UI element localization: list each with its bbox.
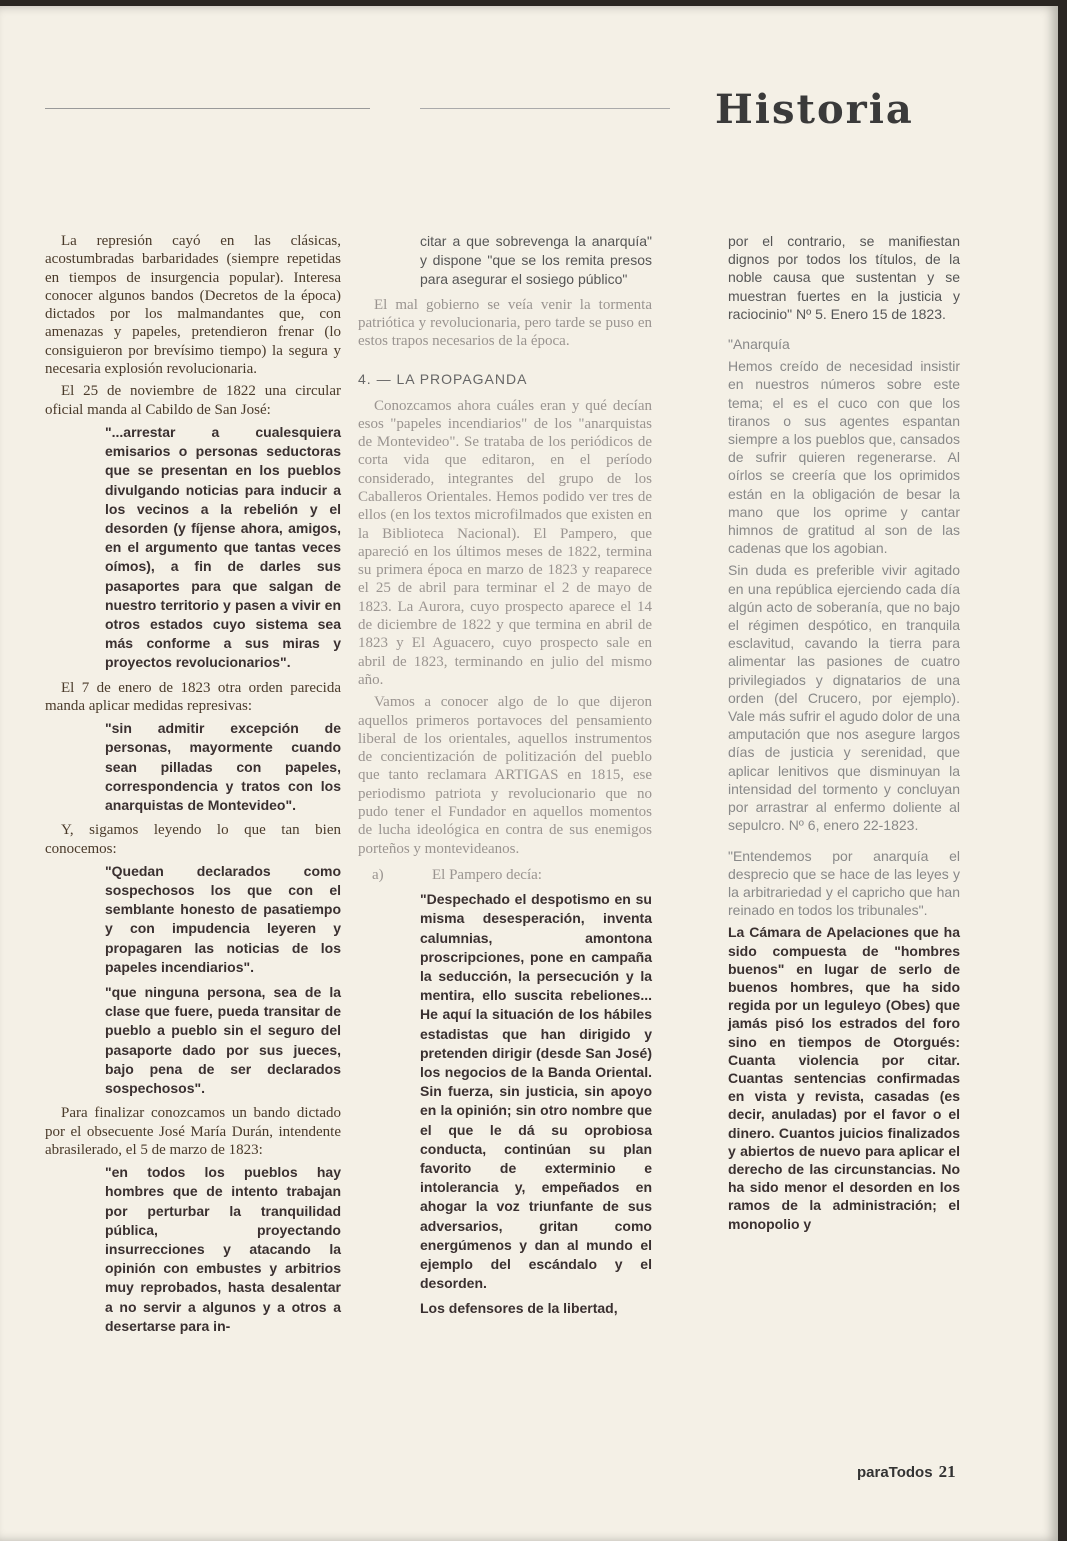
magazine-page [0, 6, 1058, 1541]
paragraph: por el contrario, se manifiestan dignos por todos los títulos, de la noble causa que sustentan y se muestran fuertes en la justicia y raciocinio" Nº 5. Enero 15 de 1823. [728, 233, 960, 322]
block-quote: citar a que sobrevenga la anarquía" y dispone "que se los remita presos para asegurar el sosiego público" [420, 233, 652, 288]
paragraph: El 7 de enero de 1823 otra orden parecida manda aplicar medidas represivas: [45, 679, 341, 714]
page-footer [857, 1462, 956, 1482]
paragraph: La Cámara de Apelaciones que ha sido compuesta de "hombres buenos" en lugar de serlo de buenos hombres, que ha sido regida por un leguleyo (Obes) que jamás pisó los estrados del foro sino en tiempos de Otorgués: Cuanta violencia por citar. Cuantas sentencias confirmadas en vista y revista, casadas (es decir, anuladas) por el favor o el dinero. Cuantos juicios finalizados y abiertos de nuevo para aplicar el derecho de las circunstancias. No ha sido menor el desorden en los ramos de la administración; el monopolio y [728, 924, 960, 1232]
paragraph: Hemos creído de necesidad insistir en nuestros números sobre este tema; el es el cuco con que los tiranos o sus agentes espantan siempre a los pueblos que, cansados de sufrir quieren regenerarse. Al oírlos se creería que los oprimidos están en la obligación de besar la mano que los oprime y cantar himnos de gratitud al son de las cadenas que los agobian. [728, 358, 960, 557]
block-quote: "que ninguna persona, sea de la clase que fuere, pueda transitar de pueblo a pueblo sin el seguro del pasaporte dado por sus jueces, bajo pena de ser declarados sospechosos". [105, 984, 341, 1097]
section-title: Historia [715, 86, 914, 133]
block-quote: "en todos los pueblos hay hombres que de intento trabajan por perturbar la tranquilidad pública, proyectando insurrecciones y atacando la opinión con embustes y arbitrios muy reprobados, hasta desalentar a no servir a algunos y a otros a desertarse para in- [105, 1164, 341, 1334]
subsection-text: El Pampero decía: [432, 866, 542, 883]
block-quote: Los defensores de la libertad, [420, 1300, 618, 1317]
block-quote: "...arrestar a cualesquiera emisarios o personas seductoras que se presentan en los pueblos divulgando noticias para inducir a los vecinos a la rebelión y el desorden (y fíjense ahora, amigos, en el argumento que tantas veces oímos), a fin de darles sus pasaportes para que salgan de nuestro territorio y pasen a vivir en otros estados cuyo sistema sea más conforme a sus miras y proyectos revolucionarios". [105, 423, 341, 671]
column-3 [728, 232, 960, 1237]
subsection [358, 866, 652, 884]
subsection-label: a) [372, 866, 384, 883]
header-rule [420, 108, 670, 109]
section-heading: 4. — LA PROPAGANDA [358, 370, 528, 387]
paragraph: El 25 de noviembre de 1822 una circular oficial manda al Cabildo de San José: [45, 383, 341, 418]
header-rule [45, 108, 370, 109]
paragraph: La represión cayó en las clásicas, acostumbradas barbaridades (siempre repetidas en tiempos de insurgencia popular). Interesa conocer algunos bandos (Decretos de la época) dictados por los malmandantes que, con amenazas y papeles, pretendieron frenar (lo consiguieron por brevísimo tiempo) la segura y necesaria explosión revolucionaria. [45, 233, 341, 378]
column-1 [45, 232, 341, 1342]
paragraph: Vamos a conocer algo de lo que dijeron aquellos primeros portavoces del pensamiento liberal de los orientales, aquellos instrumentos de concientización de politización del pueblo que tanto reclamara ARTIGAS en 1815, ese periodismo patriota y revolucionario que no pudo tener el Fundador en aquellos momentos de lucha ideológica en contra de sus enemigos porteños y montevideanos. [358, 694, 652, 857]
block-quote: "Despechado el despotismo en su misma desesperación, inventa calumnias, amontona proscripciones, pone en campaña la seducción, la persecución y la mentira, ello suscita rebeliones... He aquí la situación de los hábiles estadistas que han dirigido y pretenden dirigir (desde San José) los negocios de la Banda Oriental. Sin fuerza, sin justicia, sin apoyo en la opinión; sin otro nombre que el que le dá su oprobiosa conducta, continúan su plan favorito de exterminio e intolerancia y, empeñados en ahogar la voz triunfante de sus adversarios, gritan como energúmenos y dan al mundo el ejemplo del escándalo y el desorden. [420, 891, 652, 1292]
block-quote: "Quedan declarados como sospechosos los que con el semblante honesto de pasatiempo y con impudencia leyeren y propagaren las noticias de los papeles incendiarios". [105, 862, 341, 975]
magazine-name: paraTodos [857, 1464, 933, 1481]
paragraph: Conozcamos ahora cuáles eran y qué decían esos "papeles incendiarios" de los "anarquistas de Montevideo". Se trataba de los periódicos de corta vida que editaron, en el período considerado, integrantes del grupo de los Caballeros Orientales. Hemos podido ver tres de ellos (en los textos microfilmados que existen en la Biblioteca Nacional). El Pampero, que apareció en los últimos meses de 1822, termina su primera época en marzo de 1823 y reaparece el 25 de abril para terminar el 2 de mayo de 1823. La Aurora, cuyo prospecto aparece el 14 de diciembre de 1822 y que termina en abril de 1823 y El Aguacero, cuyo prospecto sale en abril de 1823, terminando en julio del mismo año. [358, 397, 652, 688]
quote-title: "Anarquía [728, 336, 790, 353]
page-number: 21 [938, 1462, 956, 1481]
paragraph: Y, sigamos leyendo lo que tan bien conocemos: [45, 822, 341, 857]
paragraph: Sin duda es preferible vivir agitado en una república ejerciendo cada día algún acto de soberanía, que no bajo el régimen despótico, en tranquila esclavitud, cavando la tierra para alimentar las pasiones de cuatro privilegiados y dignatarios de una orden (del Crucero, por ejemplo). Vale más sufrir el agudo dolor de una amputación que nos asegure largos días de justicia y serenidad, que aplicar lenitivos que disminuyan la intensidad del tormento y concluyan por arrastrar al enfermo doliente al sepulcro. Nº 6, enero 22-1823. [728, 562, 960, 834]
column-2 [358, 232, 652, 1325]
paragraph: Para finalizar conozcamos un bando dictado por el obsecuente José María Durán, intendente abrasilerado, el 5 de marzo de 1823: [45, 1105, 341, 1158]
block-quote: "sin admitir excepción de personas, mayormente cuando sean pilladas con papeles, correspondencia y tratos con los anarquistas de Montevideo". [105, 720, 341, 814]
paragraph: El mal gobierno se veía venir la tormenta patriótica y revolucionaria, pero tarde se puso en estos trapos necesarios de la época. [358, 296, 652, 350]
paragraph: "Entendemos por anarquía el desprecio que se hace de las leyes y la arbitrariedad y el capricho que han reinado en todos los tribunales". [728, 847, 960, 919]
